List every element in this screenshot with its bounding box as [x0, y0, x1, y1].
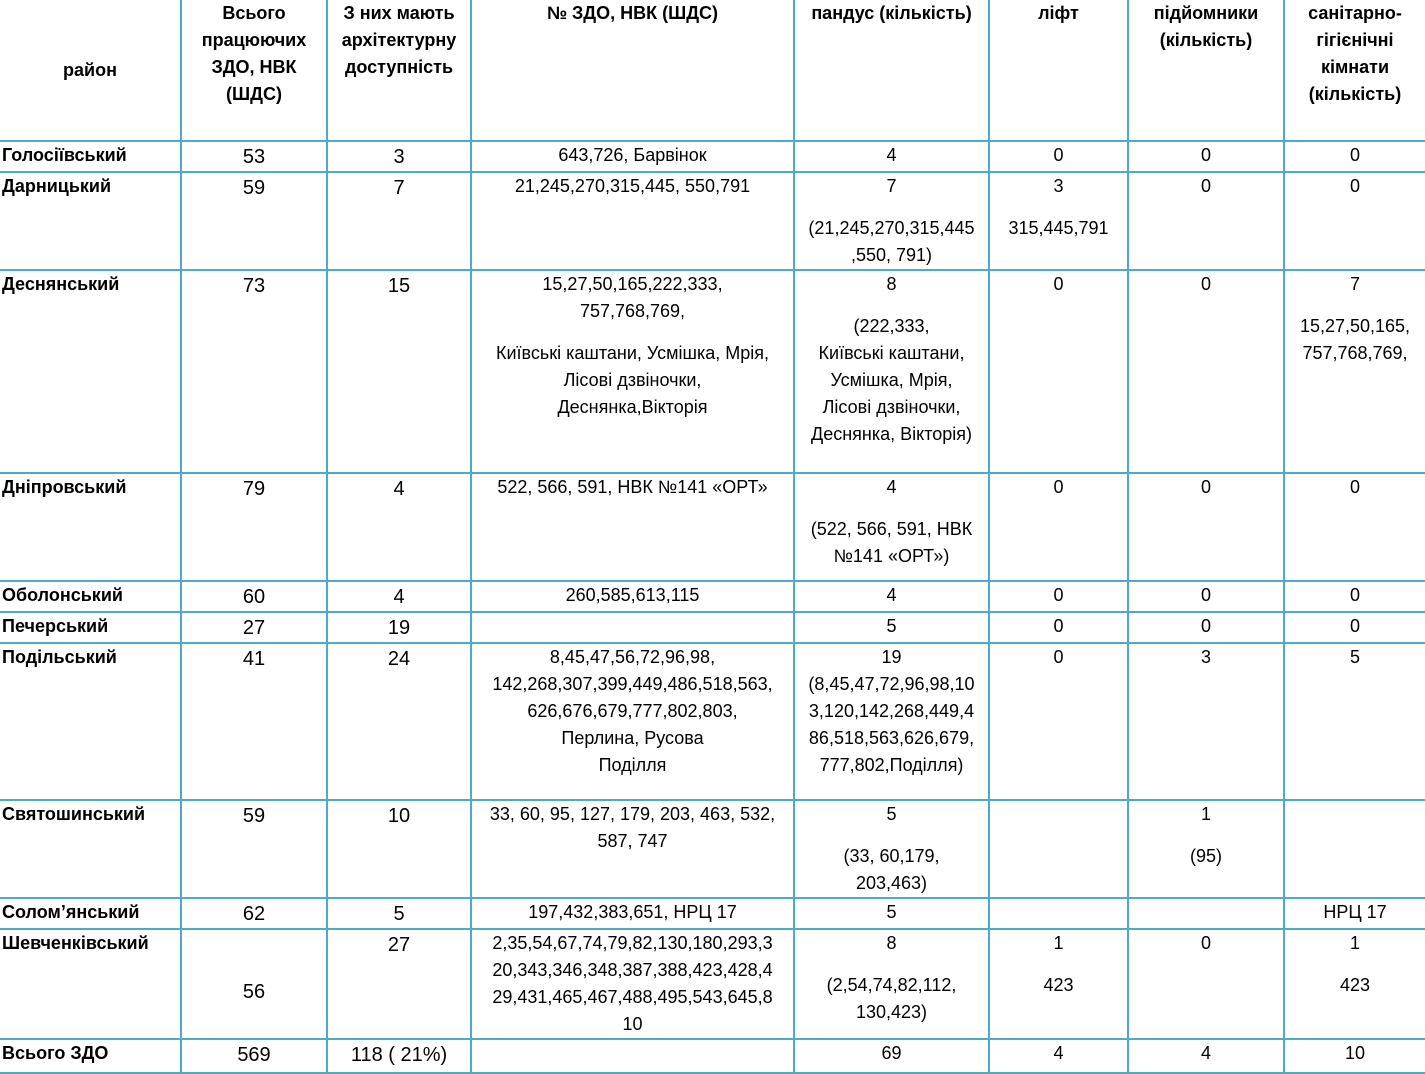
sanitary-value: 5 [1349, 647, 1360, 667]
platform-value: 0 [1200, 145, 1211, 165]
header-platform: підйомники (кількість) [1128, 0, 1284, 141]
district-name: Деснянський [2, 274, 120, 294]
numbers-cell [471, 172, 794, 270]
ramp-detail-line: Усмішка, Мрія, [830, 370, 953, 390]
ramp-detail-line: Лісові дзвіночки, [822, 397, 961, 417]
accessible-value: 5 [393, 903, 405, 925]
ramp-cell [794, 898, 989, 929]
header-total-working: Всього працюючих ЗДО, НВК (ШДС) [181, 0, 327, 141]
numbers-line: 626,676,679,777,802,803, [527, 701, 738, 721]
header-lift: ліфт [989, 0, 1128, 141]
numbers-cell [471, 898, 794, 929]
district-cell [0, 172, 181, 270]
sanitary-cell [1284, 612, 1425, 643]
ramp-detail-line: 203,463) [855, 873, 928, 893]
ramp-value: 8 [886, 933, 897, 953]
total-working-cell [181, 643, 327, 800]
sanitary-value: 0 [1349, 176, 1360, 196]
ramp-detail-line: ,550, 791) [850, 245, 933, 265]
total-sanitary-cell [1284, 1039, 1425, 1073]
platform-value: 1 [1200, 804, 1211, 824]
numbers-line: 8,45,47,56,72,96,98, [549, 647, 716, 667]
table-row [0, 800, 1425, 898]
sanitary-value: 1 [1349, 933, 1360, 953]
sanitary-value: 0 [1349, 616, 1360, 636]
ramp-detail-line: Деснянка, Вікторія) [811, 424, 972, 444]
numbers-line: Київські каштани, Усмішка, Мрія, [495, 343, 769, 363]
sanitary-detail-line: 423 [1339, 975, 1371, 995]
accessible-value: 10 [387, 805, 411, 827]
accessible-value: 27 [387, 934, 411, 956]
numbers-line: 15,27,50,165,222,333, [542, 274, 723, 294]
numbers-cell [471, 800, 794, 898]
district-name: Подільський [2, 647, 117, 667]
total-working-cell [181, 800, 327, 898]
district-cell [0, 473, 181, 581]
ramp-value: 4 [886, 585, 897, 605]
sanitary-cell [1284, 643, 1425, 800]
ramp-detail-line: 777,802,Поділля) [819, 755, 964, 775]
ramp-value: 8 [886, 274, 897, 294]
accessible-value: 3 [393, 146, 405, 168]
ramp-cell [794, 581, 989, 612]
accessible-value: 4 [393, 478, 405, 500]
accessible-cell [327, 643, 471, 800]
sanitary-cell [1284, 929, 1425, 1039]
platform-value: 0 [1200, 933, 1211, 953]
platform-cell [1128, 141, 1284, 172]
accessible-cell [327, 581, 471, 612]
sanitary-detail-line: 757,768,769, [1302, 343, 1408, 363]
header-ramp: пандус (кількість) [794, 0, 989, 141]
numbers-cell [471, 581, 794, 612]
platform-cell [1128, 270, 1284, 473]
ramp-value: 19 [881, 647, 902, 667]
platform-cell [1128, 612, 1284, 643]
ramp-cell [794, 141, 989, 172]
numbers-line: Лісові дзвіночки, [563, 370, 702, 390]
lift-value: 0 [1053, 274, 1064, 294]
ramp-detail-line: (2,54,74,82,112, [826, 975, 957, 995]
ramp-value: 5 [886, 902, 897, 922]
sanitary-value: 0 [1349, 477, 1360, 497]
total-label-cell [0, 1039, 181, 1073]
sanitary-value: 0 [1349, 585, 1360, 605]
district-cell [0, 270, 181, 473]
numbers-line: 29,431,465,467,488,495,543,645,8 [492, 987, 773, 1007]
accessible-value: 15 [387, 275, 411, 297]
total-working-cell [181, 898, 327, 929]
ramp-cell [794, 643, 989, 800]
ramp-value: 4 [886, 477, 897, 497]
platform-value: 0 [1200, 176, 1211, 196]
total-row [0, 1039, 1425, 1073]
ramp-value: 7 [886, 176, 897, 196]
lift-value: 0 [1053, 145, 1064, 165]
numbers-line: 260,585,613,115 [565, 585, 700, 605]
numbers-line: 10 [622, 1014, 643, 1034]
table-row [0, 270, 1425, 473]
total-working-value: 59 [242, 177, 266, 199]
accessible-cell [327, 473, 471, 581]
ramp-detail-line: (522, 566, 591, НВК [810, 519, 973, 539]
district-cell [0, 898, 181, 929]
sanitary-cell [1284, 473, 1425, 581]
total-sanitary: 10 [1344, 1043, 1366, 1063]
platform-value: 0 [1200, 585, 1211, 605]
ramp-detail-line: 130,423) [855, 1002, 928, 1022]
accessible-value: 7 [393, 177, 405, 199]
numbers-line: 20,343,346,348,387,388,423,428,4 [492, 960, 773, 980]
lift-cell [989, 643, 1128, 800]
table-row [0, 172, 1425, 270]
ramp-detail-line: (33, 60,179, [843, 846, 940, 866]
ramp-cell [794, 612, 989, 643]
total-working-cell [181, 172, 327, 270]
table-row [0, 898, 1425, 929]
platform-value: 0 [1200, 616, 1211, 636]
platform-value: 0 [1200, 274, 1211, 294]
ramp-cell [794, 929, 989, 1039]
header-accessible: З них мають архітектурну доступність [327, 0, 471, 141]
numbers-line: 643,726, Барвінок [558, 145, 707, 165]
platform-cell [1128, 643, 1284, 800]
table-row [0, 581, 1425, 612]
total-working-cell [181, 141, 327, 172]
lift-value: 0 [1053, 585, 1064, 605]
total-working-cell [181, 612, 327, 643]
district-cell [0, 800, 181, 898]
ramp-cell [794, 172, 989, 270]
table-row [0, 473, 1425, 581]
lift-value: 0 [1053, 616, 1064, 636]
table-row [0, 612, 1425, 643]
numbers-cell [471, 473, 794, 581]
ramp-cell [794, 473, 989, 581]
accessible-cell [327, 929, 471, 1039]
lift-value: 1 [1053, 933, 1064, 953]
total-working-value: 73 [242, 275, 266, 297]
total-lift: 4 [1053, 1043, 1064, 1063]
sanitary-cell [1284, 172, 1425, 270]
numbers-line: Деснянка,Вікторія [557, 397, 708, 417]
ramp-detail-line: №141 «ОРТ») [833, 546, 950, 566]
lift-cell [989, 172, 1128, 270]
header-numbers: № ЗДО, НВК (ШДС) [471, 0, 794, 141]
numbers-line: 757,768,769, [579, 301, 686, 321]
district-name: Оболонський [2, 585, 123, 605]
sanitary-value: НРЦ 17 [1323, 902, 1387, 922]
total-working-value: 60 [242, 586, 266, 608]
numbers-line: 2,35,54,67,74,79,82,130,180,293,3 [492, 933, 773, 953]
platform-detail: (95) [1189, 846, 1222, 866]
lift-detail: 423 [1043, 975, 1074, 995]
ramp-detail-line: (21,245,270,315,445 [808, 218, 975, 238]
numbers-line: Перлина, Русова [561, 728, 704, 748]
platform-cell [1128, 898, 1284, 929]
numbers-cell [471, 612, 794, 643]
district-name: Шевченківський [2, 933, 149, 953]
header-sanitary: санітарно-гігієнічні кімнати (кількість) [1284, 0, 1425, 141]
total-numbers-cell [471, 1039, 794, 1073]
district-cell [0, 929, 181, 1039]
numbers-cell [471, 141, 794, 172]
ramp-value: 4 [886, 145, 897, 165]
total-working-value: 59 [242, 805, 266, 827]
table-row [0, 141, 1425, 172]
sanitary-cell [1284, 898, 1425, 929]
lift-value: 3 [1053, 176, 1064, 196]
total-working-value: 56 [242, 981, 266, 1003]
numbers-line: 522, 566, 591, НВК №141 «ОРТ» [497, 477, 768, 497]
ramp-value: 5 [886, 804, 897, 824]
lift-cell [989, 929, 1128, 1039]
total-platform: 4 [1200, 1043, 1211, 1063]
lift-cell [989, 581, 1128, 612]
total-working-value: 41 [242, 648, 266, 670]
sanitary-value: 7 [1349, 274, 1360, 294]
district-name: Печерський [2, 616, 109, 636]
table-row [0, 643, 1425, 800]
platform-cell [1128, 581, 1284, 612]
ramp-cell [794, 800, 989, 898]
accessible-value: 19 [387, 617, 411, 639]
numbers-line: 142,268,307,399,449,486,518,563, [492, 674, 773, 694]
platform-value: 3 [1200, 647, 1211, 667]
total-working-value: 53 [242, 146, 266, 168]
lift-detail: 315,445,791 [1008, 218, 1109, 238]
ramp-value: 5 [886, 616, 897, 636]
total-sum-cell [181, 1039, 327, 1073]
total-ramp: 69 [881, 1043, 902, 1063]
accessible-value: 24 [387, 648, 411, 670]
sanitary-cell [1284, 800, 1425, 898]
accessible-cell [327, 270, 471, 473]
total-accessible: 118 ( 21%) [350, 1044, 448, 1066]
total-working-value: 79 [242, 478, 266, 500]
ramp-detail-line: 86,518,563,626,679, [808, 728, 975, 748]
total-working-value: 62 [242, 903, 266, 925]
numbers-cell [471, 643, 794, 800]
table-row [0, 929, 1425, 1039]
district-name: Святошинський [2, 804, 146, 824]
accessible-cell [327, 141, 471, 172]
accessible-cell [327, 172, 471, 270]
district-cell [0, 612, 181, 643]
district-name: Солом’янський [2, 902, 140, 922]
total-working-cell [181, 473, 327, 581]
ramp-cell [794, 270, 989, 473]
numbers-cell [471, 929, 794, 1039]
sanitary-detail-line: 15,27,50,165, [1299, 316, 1411, 336]
district-cell [0, 141, 181, 172]
total-lift-cell [989, 1039, 1128, 1073]
ramp-detail-line: Київські каштани, [818, 343, 965, 363]
numbers-line: 33, 60, 95, 127, 179, 203, 463, 532, [489, 804, 776, 824]
district-cell [0, 581, 181, 612]
total-working-cell [181, 929, 327, 1039]
numbers-line: 587, 747 [597, 831, 668, 851]
platform-cell [1128, 172, 1284, 270]
platform-cell [1128, 473, 1284, 581]
district-name: Дарницький [2, 176, 112, 196]
platform-cell [1128, 929, 1284, 1039]
total-label: Всього ЗДО [2, 1043, 109, 1063]
accessible-cell [327, 800, 471, 898]
accessible-value: 4 [393, 586, 405, 608]
accessible-cell [327, 612, 471, 643]
lift-cell [989, 270, 1128, 473]
lift-cell [989, 612, 1128, 643]
district-name: Дніпровський [2, 477, 127, 497]
total-working-value: 27 [242, 617, 266, 639]
header-district: район [0, 0, 181, 141]
header-row [0, 0, 1425, 141]
numbers-line: 21,245,270,315,445, 550,791 [514, 176, 751, 196]
numbers-line: 197,432,383,651, НРЦ 17 [528, 902, 737, 922]
district-cell [0, 643, 181, 800]
total-platform-cell [1128, 1039, 1284, 1073]
lift-value: 0 [1053, 647, 1064, 667]
table-body [0, 141, 1425, 1073]
lift-cell [989, 800, 1128, 898]
lift-value: 0 [1053, 477, 1064, 497]
numbers-cell [471, 270, 794, 473]
total-working-cell [181, 581, 327, 612]
platform-value: 0 [1200, 477, 1211, 497]
platform-cell [1128, 800, 1284, 898]
total-accessible-cell [327, 1039, 471, 1073]
numbers-line: Поділля [598, 755, 667, 775]
sanitary-value: 0 [1349, 145, 1360, 165]
total-sum: 569 [237, 1044, 271, 1066]
ramp-detail-line: (8,45,47,72,96,98,10 [808, 674, 975, 694]
district-name: Голосіївський [2, 145, 127, 165]
ramp-detail-line: 3,120,142,268,449,4 [808, 701, 975, 721]
lift-cell [989, 473, 1128, 581]
sanitary-cell [1284, 270, 1425, 473]
accessible-cell [327, 898, 471, 929]
total-working-cell [181, 270, 327, 473]
sanitary-cell [1284, 581, 1425, 612]
sanitary-cell [1284, 141, 1425, 172]
lift-cell [989, 141, 1128, 172]
total-ramp-cell [794, 1039, 989, 1073]
ramp-detail-line: (222,333, [853, 316, 930, 336]
lift-cell [989, 898, 1128, 929]
